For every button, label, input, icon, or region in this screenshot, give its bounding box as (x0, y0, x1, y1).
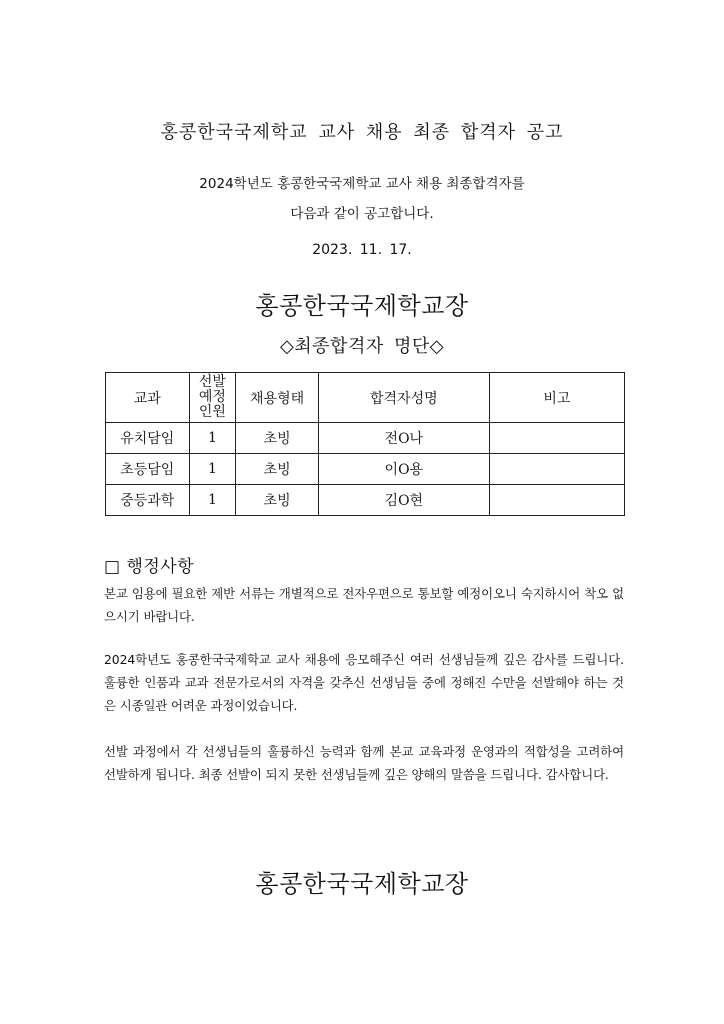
principal-signature-bottom: 홍콩한국국제학교장 (255, 870, 469, 898)
intro-line-2: 다음과 같이 공고합니다. (290, 206, 434, 222)
cell-note (489, 454, 624, 485)
admin-heading: □ 행정사항 (104, 557, 195, 577)
cell-type: 초빙 (236, 423, 319, 454)
cell-type: 초빙 (236, 454, 319, 485)
header-count-line-2: 예정 (198, 389, 226, 405)
admin-paragraph-2: 2024학년도 홍콩한국국제학교 교사 채용에 응모해주신 여러 선생님들께 깊은 감사를 드립니다. 훌륭한 인품과 교과 전문가로서의 자격을 갖추신 선생님들 중에 정해진 수만을 선발해야 하는 것은 시종일관 어려운 과정이었습니다. (104, 652, 624, 713)
list-title: ◇최종합격자 명단◇ (279, 336, 445, 357)
table-header-row (106, 373, 625, 423)
cell-name: 김O현 (318, 485, 489, 516)
cell-count: 1 (189, 454, 236, 485)
notice-date: 2023. 11. 17. (312, 242, 412, 258)
cell-note (489, 423, 624, 454)
table-row (106, 423, 625, 454)
header-type: 채용형태 (236, 373, 319, 423)
header-count-line-1: 선발 (198, 374, 226, 390)
results-table (105, 372, 625, 516)
table-row (106, 485, 625, 516)
header-subject: 교과 (106, 373, 190, 423)
header-count (189, 373, 236, 423)
header-count-line-3: 인원 (198, 404, 226, 420)
cell-subject: 중등과학 (106, 485, 190, 516)
principal-signature-top: 홍콩한국국제학교장 (255, 292, 469, 320)
cell-subject: 초등담임 (106, 454, 190, 485)
admin-paragraph-3: 선발 과정에서 각 선생님들의 훌륭하신 능력과 함께 본교 교육과정 운영과의 적합성을 고려하여 선발하게 됩니다. 최종 선발이 되지 못한 선생님들께 깊은 양해의 말씀을 드립니다. 감사합니다. (104, 744, 624, 782)
admin-paragraph-1: 본교 임용에 필요한 제반 서류는 개별적으로 전자우편으로 통보할 예정이오니 숙지하시어 착오 없으시기 바랍니다. (104, 586, 624, 624)
cell-name: 이O용 (318, 454, 489, 485)
cell-count: 1 (189, 485, 236, 516)
table-row (106, 454, 625, 485)
header-note: 비고 (489, 373, 624, 423)
header-name: 합격자성명 (318, 373, 489, 423)
cell-note (489, 485, 624, 516)
intro-line-1: 2024학년도 홍콩한국국제학교 교사 채용 최종합격자를 (199, 176, 525, 192)
cell-type: 초빙 (236, 485, 319, 516)
notice-title: 홍콩한국국제학교 교사 채용 최종 합격자 공고 (160, 122, 564, 143)
cell-name: 전O나 (318, 423, 489, 454)
cell-subject: 유치담임 (106, 423, 190, 454)
cell-count: 1 (189, 423, 236, 454)
